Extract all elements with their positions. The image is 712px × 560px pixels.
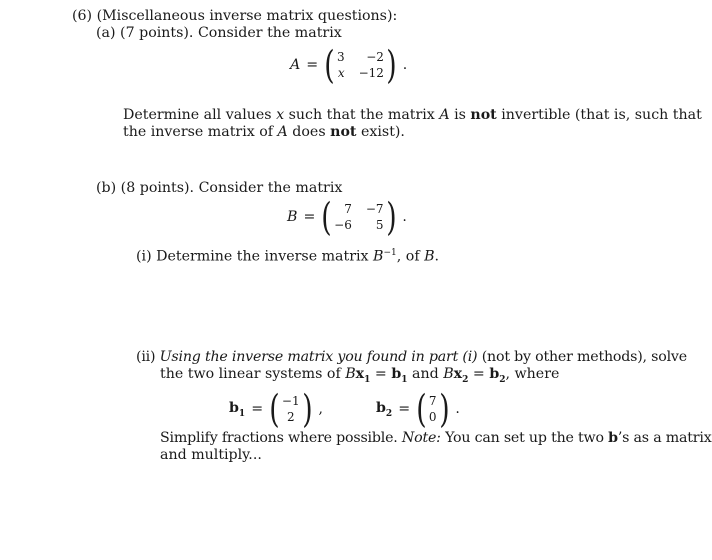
matrix-a-label: A: [290, 57, 301, 73]
question-header: (6) (Miscellaneous inverse matrix questions):: [72, 8, 398, 24]
subscript: 1: [364, 374, 371, 385]
equals-sign: =: [398, 401, 411, 417]
equals-sign: =: [303, 209, 316, 225]
period: .: [402, 57, 408, 73]
text: is: [449, 107, 471, 123]
vector-b2-entry-2: 0: [428, 410, 437, 424]
part-a-text-line2: [123, 124, 405, 141]
vector-x: x: [453, 366, 463, 382]
matrix-b-entry-12: −7: [365, 202, 384, 216]
text: exist).: [356, 124, 405, 140]
matrix-a-entry-21: x: [337, 66, 345, 80]
vector-b1-entry-2: 2: [286, 410, 295, 424]
equals: =: [468, 366, 490, 382]
text: (i) Determine the inverse matrix: [136, 248, 374, 265]
right-paren: ): [301, 387, 313, 431]
text: the inverse matrix of: [123, 124, 278, 140]
subscript: 1: [401, 374, 408, 385]
vector-b1-entries: [282, 393, 300, 425]
text: , of: [396, 248, 425, 265]
label-b: b: [376, 399, 386, 416]
left-paren: (: [416, 387, 427, 431]
text: (not by other methods), solve: [477, 349, 687, 365]
subscript: 2: [499, 374, 506, 385]
text: does: [287, 124, 331, 140]
equals: =: [370, 366, 392, 382]
matrix-a: [290, 43, 408, 87]
var-b: B: [373, 248, 384, 265]
matrix-a-entry-11: 3: [336, 50, 345, 64]
text: ’s as a matrix: [617, 430, 712, 446]
matrix-b-entry-11: 7: [344, 202, 352, 216]
vector-b: b: [391, 366, 402, 382]
text: and: [407, 366, 444, 382]
vector-b2-label: [376, 400, 392, 419]
subscript: 2: [462, 374, 469, 385]
vector-b2: [376, 387, 460, 431]
period: .: [455, 401, 460, 417]
vector-x: x: [355, 366, 365, 382]
equals-sign: =: [251, 401, 264, 417]
equals-sign: =: [306, 57, 319, 73]
matrix-b-label: B: [287, 209, 298, 225]
text: Simplify fractions where possible.: [160, 430, 402, 446]
period: .: [402, 209, 407, 225]
matrix-a-entry-12: −2: [366, 50, 384, 64]
left-paren: (: [321, 195, 332, 239]
italic-text: Using the inverse matrix you found in part (i): [159, 349, 478, 365]
matrix-a-entries: [337, 49, 384, 81]
vector-b1: [229, 387, 323, 431]
matrix-b-entry-21: −6: [334, 218, 352, 232]
right-paren: ): [386, 43, 397, 87]
left-paren: (: [324, 43, 335, 87]
last-line: and multiply...: [160, 447, 262, 463]
text: You can set up the two: [440, 430, 609, 446]
bold-b: b: [608, 430, 618, 446]
label-b: b: [229, 399, 239, 416]
part-b-ii-line1: [136, 349, 687, 366]
vector-b1-label: [229, 400, 245, 419]
text: such that the matrix: [284, 107, 440, 123]
part-b-ii-line2: [160, 366, 559, 389]
right-paren: ): [438, 387, 450, 431]
matrix-b-entries: [334, 201, 383, 233]
var-x: x: [276, 107, 285, 123]
text: Determine all values: [123, 107, 277, 123]
simplify-line: [160, 430, 712, 447]
note-label: Note:: [401, 430, 441, 446]
part-b-i: [136, 245, 439, 266]
subscript: 2: [385, 408, 393, 419]
text: .: [434, 248, 440, 265]
var-b: B: [345, 366, 356, 382]
matrix-a-entry-22: −12: [358, 66, 384, 80]
matrix-b-entry-22: 5: [375, 218, 384, 232]
var-b: B: [443, 366, 454, 382]
text: invertible (that is, such that: [496, 107, 702, 123]
comma: ,: [318, 401, 323, 417]
subscript: 1: [238, 408, 246, 419]
matrix-b: [287, 195, 407, 239]
part-a-text-line1: [123, 107, 702, 124]
superscript: −1: [383, 248, 397, 258]
part-a-heading: (a) (7 points). Consider the matrix: [96, 25, 342, 41]
part-b-heading: (b) (8 points). Consider the matrix: [96, 180, 343, 196]
var-a: A: [277, 124, 288, 140]
text: , where: [505, 366, 560, 382]
vector-b2-entries: [429, 393, 437, 425]
right-paren: ): [385, 195, 397, 239]
var-a: A: [439, 107, 450, 123]
bold-not: not: [470, 107, 497, 123]
var-b: B: [424, 248, 435, 265]
vector-b: b: [489, 366, 500, 382]
vector-b2-entry-1: 7: [428, 394, 437, 408]
bold-not: not: [330, 124, 357, 140]
left-paren: (: [269, 387, 280, 431]
text: (ii): [136, 349, 160, 365]
text: the two linear systems of: [160, 366, 346, 382]
vector-b1-entry-1: −1: [281, 394, 300, 408]
